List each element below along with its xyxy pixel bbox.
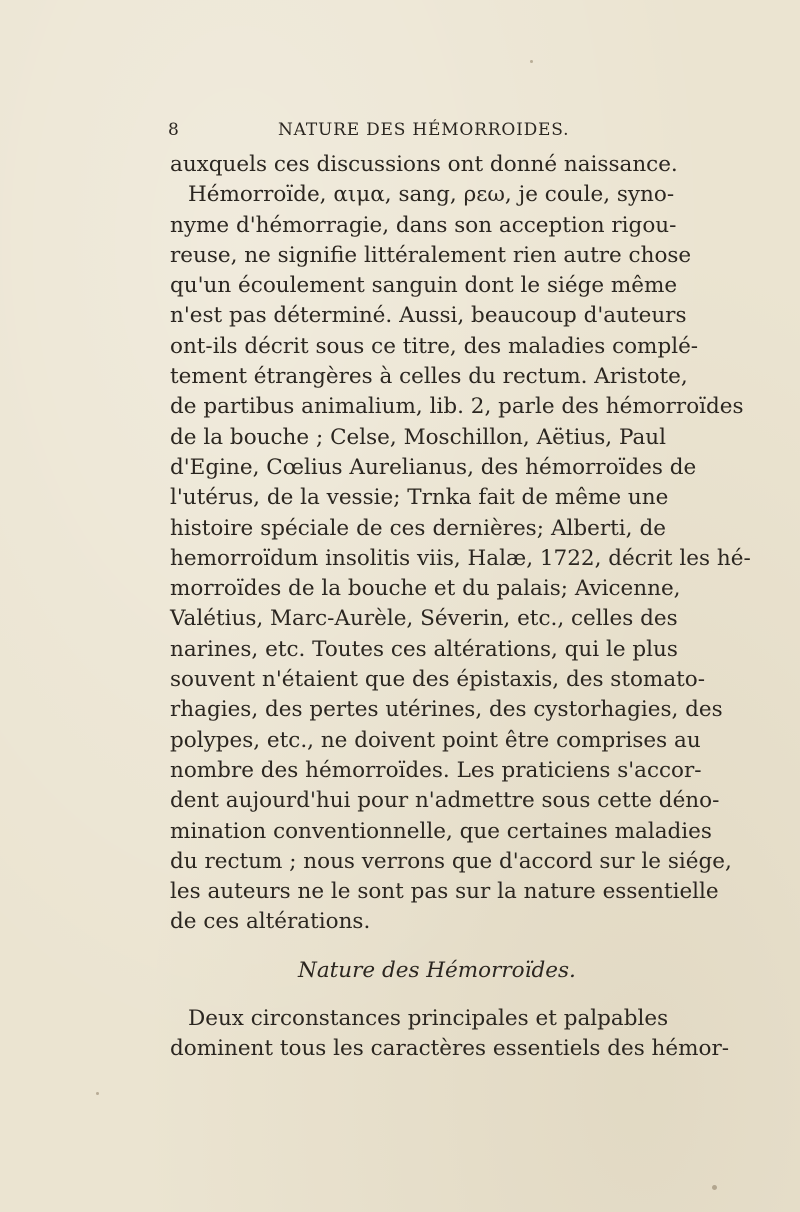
text-line: Hémorroïde, αιμα, sang, ρεω, je coule, syno- — [188, 182, 675, 208]
text-line: de la bouche ; Celse, Moschillon, Aëtius, Paul — [170, 424, 666, 450]
text-line: hemorroïdum insolitis viis, Halæ, 1722, décrit les hé- — [170, 545, 751, 571]
text-line: polypes, etc., ne doivent point être comprises au — [170, 727, 701, 753]
text-line: reuse, ne signifie littéralement rien autre chose — [170, 242, 692, 268]
page-number: 8 — [168, 120, 180, 140]
body-text — [170, 150, 751, 1065]
paper-speck — [530, 60, 533, 63]
text-line: morroïdes de la bouche et du palais; Avicenne, — [170, 576, 681, 602]
text-line: ont-ils décrit sous ce titre, des maladies complé- — [170, 333, 699, 359]
text-line: de ces altérations. — [170, 909, 371, 935]
section-title: Nature des Hémorroïdes. — [298, 957, 576, 983]
text-line: dominent tous les caractères essentiels des hémor- — [170, 1036, 729, 1062]
text-line: l'utérus, de la vessie; Trnka fait de même une — [170, 485, 669, 511]
text-line: d'Egine, Cœlius Aurelianus, des hémorroïdes de — [170, 454, 697, 480]
text-line: dent aujourd'hui pour n'admettre sous cette déno- — [170, 788, 720, 814]
paragraph-2 — [170, 1004, 729, 1065]
text-line: les auteurs ne le sont pas sur la nature essentielle — [170, 879, 719, 905]
paper-speck — [96, 1092, 99, 1095]
running-title: NATURE DES HÉMORROIDES. — [278, 120, 570, 140]
text-line: nombre des hémorroïdes. Les praticiens s'accor- — [170, 757, 702, 783]
paper-speck — [712, 1185, 717, 1190]
text-line: Deux circonstances principales et palpables — [188, 1006, 669, 1032]
text-line: nyme d'hémorragie, dans son acception rigou- — [170, 212, 677, 238]
text-line: mination conventionnelle, que certaines maladies — [170, 818, 712, 844]
text-line: n'est pas déterminé. Aussi, beaucoup d'auteurs — [170, 303, 687, 329]
text-line: du rectum ; nous verrons que d'accord sur le siége, — [170, 848, 732, 874]
paragraph-1 — [170, 150, 751, 938]
text-line: tement étrangères à celles du rectum. Aristote, — [170, 364, 688, 390]
text-line: rhagies, des pertes utérines, des cystorhagies, des — [170, 697, 723, 723]
text-line: histoire spéciale de ces dernières; Alberti, de — [170, 515, 666, 541]
page-header — [168, 120, 668, 142]
text-line: de partibus animalium, lib. 2, parle des hémorroïdes — [170, 394, 744, 420]
text-line: souvent n'étaient que des épistaxis, des stomato- — [170, 667, 705, 693]
text-line: qu'un écoulement sanguin dont le siége même — [170, 273, 678, 299]
text-line: auxquels ces discussions ont donné naissance. — [170, 152, 678, 177]
text-line: Valétius, Marc-Aurèle, Séverin, etc., celles des — [170, 606, 678, 632]
text-line: narines, etc. Toutes ces altérations, qui le plus — [170, 636, 678, 662]
